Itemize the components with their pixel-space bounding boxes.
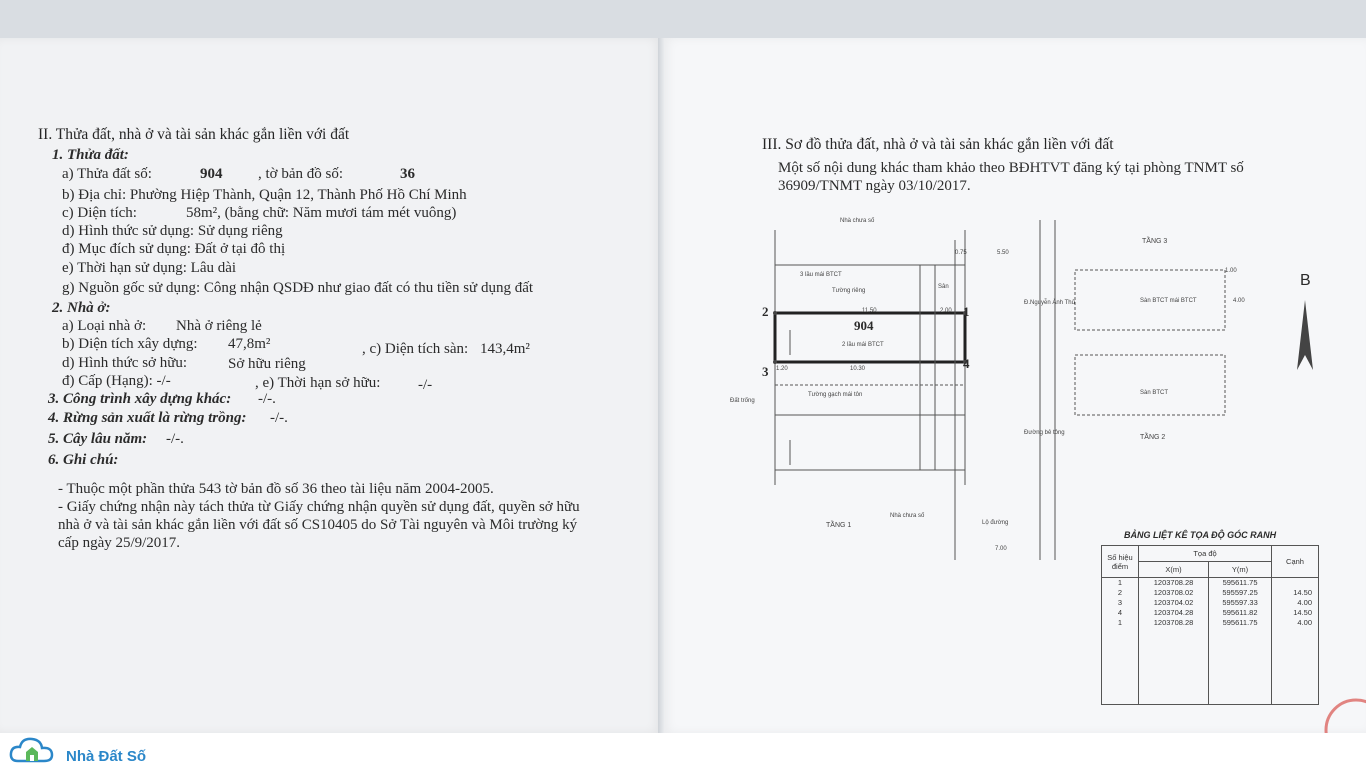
perennial-heading: 5. Cây lâu năm: [48,431,148,447]
floor-3-label: TẦNG 3 [1142,238,1168,245]
table-row: 1 1203708.28 595611.75 [1102,578,1319,588]
forest-value: -/-. [270,410,288,426]
reference-line: Một số nội dung khác tham khảo theo BĐHTVT đăng ký tại phòng TNMT số [778,160,1244,176]
ownership-form-value: Sở hữu riêng [228,356,306,372]
compass-north-label: B [1300,272,1311,289]
table-row: 2 1203708.02 595597.25 14.50 [1102,588,1319,598]
dimension-label: 11.50 [862,308,877,314]
land-use-term: e) Thời hạn sử dụng: Lâu dài [62,260,237,276]
coord-table-title: BẢNG LIỆT KÊ TỌA ĐỘ GÓC RANH [1124,530,1277,540]
dimension-label: 5.50 [997,250,1009,256]
section-title-iii: III. Sơ đồ thửa đất, nhà ở và tài sản khác gắn liền với đất [762,136,1114,153]
other-works-heading: 3. Công trình xây dựng khác: [48,391,232,407]
table-row: 3 1203704.02 595597.33 4.00 [1102,598,1319,608]
dimension-label: 2.00 [940,308,952,314]
floor-area-label: , c) Diện tích sàn: [362,341,469,357]
stamp-icon [1316,690,1366,733]
col-header-edge: Cạnh [1272,546,1319,578]
floor-slab-label: Sàn BTCT mái BTCT [1140,298,1197,304]
dimension-label: 10.30 [850,366,866,372]
note-line: nhà ở và tài sản khác gắn liền với đất số CS10405 do Sở Tài nguyên và Môi trường ký [58,517,578,533]
corner-point-2: 2 [762,304,769,319]
note-line: - Giấy chứng nhận này tách thửa từ Giấy chứng nhận quyền sử dụng đất, quyền sở hữu [58,499,580,515]
table-row: 4 1203704.28 595611.82 14.50 [1102,608,1319,618]
ownership-term-label: , e) Thời hạn sở hữu: [255,375,381,391]
map-sheet-label: , tờ bản đồ số: [258,166,344,182]
empty-land-label: Đất trống [730,398,755,404]
build-area-label: b) Diện tích xây dựng: [62,336,198,352]
floor-2-label: TẦNG 2 [1140,434,1166,441]
corner-point-3: 3 [762,364,769,379]
coord-table [1101,545,1319,705]
concrete-road-label: Đường bê tông [1024,430,1065,436]
roof-label: 3 lầu mái BTCT [800,272,842,278]
land-address: b) Địa chỉ: Phường Hiệp Thành, Quận 12, Thành Phố Hồ Chí Minh [62,187,467,203]
house-heading: 2. Nhà ở: [52,300,111,316]
perennial-value: -/-. [166,431,184,447]
corner-point-4: 4 [963,356,970,371]
map-sheet-value: 36 [400,166,415,182]
dimension-label: 0.75 [955,250,967,256]
wall-label: Tường riêng [832,288,866,294]
land-area-label: c) Diện tích: [62,205,137,221]
col-header-x: X(m) [1139,562,1209,578]
dimension-label: 7.00 [995,546,1007,552]
ownership-term-value: -/- [418,377,433,393]
land-area-value: 58m², (bằng chữ: Năm mươi tám mét vuông) [186,205,457,221]
col-header-coord: Tọa độ [1139,546,1272,562]
corner-point-1: 1 [963,304,970,319]
lot-road-label: Lộ đường [982,520,1009,526]
section-title-ii: II. Thửa đất, nhà ở và tài sản khác gắn liền với đất [38,126,350,143]
table-row-empty [1102,628,1319,705]
brand-logo-text[interactable]: Nhà Đất Số [66,748,147,765]
land-lot-label: a) Thửa đất số: [62,166,152,182]
col-header-point: Số hiệu điểm [1102,546,1139,578]
compass-arrow-icon [1296,300,1314,370]
dimension-label: 1.00 [1225,268,1237,274]
yard-label: Sân [938,284,949,290]
floor-1-label: TẦNG 1 [826,522,852,529]
house-grade: đ) Cấp (Hạng): -/- [62,373,171,389]
land-use-purpose: đ) Mục đích sử dụng: Đất ở tại đô thị [62,241,286,257]
page-fold [658,38,664,733]
cloud-house-logo-icon [8,735,64,767]
neighbor-label: Nhà chưa số [890,513,925,519]
reference-line: 36909/TNMT ngày 03/10/2017. [778,178,971,194]
tile-roof-label: Tường gạch mái tôn [808,392,863,398]
col-header-y: Y(m) [1209,562,1272,578]
other-works-value: -/-. [258,391,276,407]
dimension-label: 4.00 [1233,298,1245,304]
dimension-label: 1.20 [776,366,788,372]
house-type-value: Nhà ở riêng lẻ [176,318,262,334]
road-name-label: Đ.Nguyễn Ảnh Thủ [1024,300,1075,306]
footer-bar [0,733,1366,768]
forest-heading: 4. Rừng sản xuất là rừng trồng: [48,410,247,426]
build-area-value: 47,8m² [228,336,271,352]
land-use-form: d) Hình thức sử dụng: Sử dụng riêng [62,223,283,239]
roof-label: 2 lầu mái BTCT [842,342,884,348]
land-heading: 1. Thửa đất: [52,147,129,163]
notes-heading: 6. Ghi chú: [48,452,119,468]
house-type-label: a) Loại nhà ở: [62,318,147,334]
floor-slab-label: Sàn BTCT [1140,390,1169,396]
floor-area-value: 143,4m² [480,341,530,357]
note-line: - Thuộc một phần thửa 543 tờ bản đồ số 36 theo tài liệu năm 2004-2005. [58,481,494,497]
neighbor-label: Nhà chưa số [840,218,875,224]
table-row: 1 1203708.28 595611.75 4.00 [1102,618,1319,628]
land-lot-value: 904 [200,166,223,182]
note-line: cấp ngày 25/9/2017. [58,535,181,551]
land-origin: g) Nguồn gốc sử dụng: Công nhận QSDĐ như giao đất có thu tiền sử dụng đất [62,280,534,296]
site-plan-drawing [720,200,1320,560]
parcel-number: 904 [854,318,874,333]
ownership-form-label: d) Hình thức sở hữu: [62,355,188,371]
